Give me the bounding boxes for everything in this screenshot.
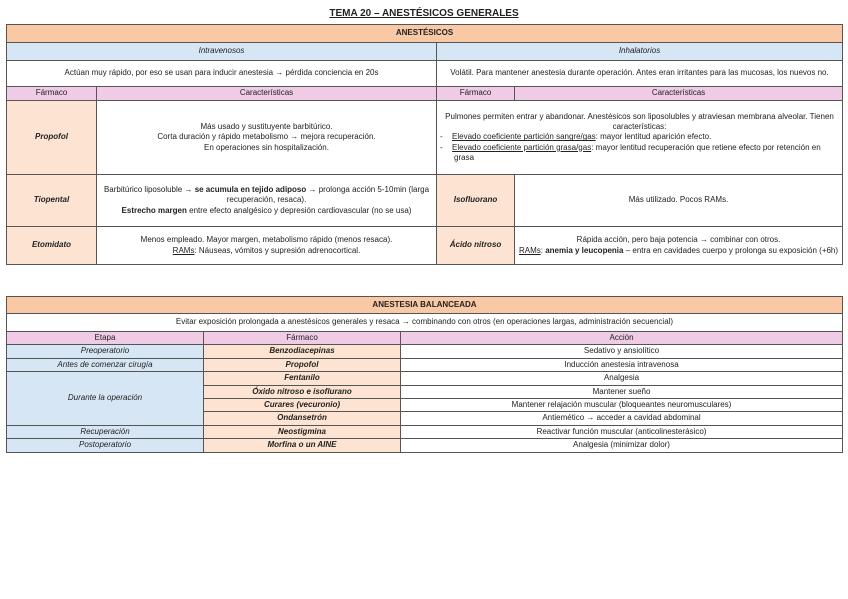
tiopental-bold: se acumula en tejido adiposo: [194, 184, 307, 194]
drug-propofol: Propofol: [7, 101, 97, 175]
farmaco-cell: Benzodiacepinas: [204, 345, 401, 358]
farmaco-cell: Fentanilo: [204, 372, 401, 385]
tiopental-characteristics: [97, 175, 437, 227]
col-header-caracteristicas-inh: Características: [515, 87, 843, 101]
accion-cell: Mantener relajación muscular (bloqueantes neuromusculares): [401, 398, 843, 411]
oxido-nitroso-characteristics: [515, 227, 843, 265]
table-row: [7, 372, 843, 385]
etomidato-line-2: [100, 246, 433, 256]
intravenosos-description: Actúan muy rápido, por eso se usan para inducir anestesia → pérdida conciencia en 20s: [7, 61, 437, 87]
anestesicos-table: [6, 24, 843, 265]
bullet-text: : mayor lentitud aparición efecto.: [595, 132, 712, 142]
drug-tiopental: Tiopental: [7, 175, 97, 227]
intravenosos-header: Intravenosos: [7, 43, 437, 61]
inhalatorios-general: [437, 101, 843, 175]
anestesicos-header: ANESTÉSICOS: [7, 25, 843, 43]
inhalatorios-bullet: [454, 132, 839, 142]
accion-cell: Reactivar función muscular (anticolinesterásico): [401, 425, 843, 438]
isofluorano-characteristics: Más utilizado. Pocos RAMs.: [515, 175, 843, 227]
inhalatorios-intro: Pulmones permiten entrar y abandonar. Anestésicos son liposolubles y atraviesan membrana alveolar. Tienen características:: [445, 111, 834, 131]
tiopental-text: entre efecto analgésico y depresión cardiovascular (no se usa): [186, 205, 412, 215]
farmaco-cell: Propofol: [204, 358, 401, 371]
bullet-term: Elevado coeficiente partición sangre/gas: [452, 132, 596, 142]
rams-label: RAMs: [172, 245, 195, 255]
col-header-caracteristicas-iv: Características: [97, 87, 437, 101]
oxido-rest: – entra en cavidades cuerpo y prolonga su exposición (+6h): [623, 245, 839, 255]
propofol-line-2: Corta duración y rápido metabolismo → mejora recuperación.: [157, 132, 376, 142]
accion-cell: Sedativo y ansiolítico: [401, 345, 843, 358]
etomidato-characteristics: [97, 227, 437, 265]
rams-label: RAMs: [518, 245, 541, 255]
farmaco-cell: Neostigmina: [204, 425, 401, 438]
oxido-bold: anemia y leucopenia: [545, 245, 624, 255]
oxido-colon: :: [540, 245, 546, 255]
oxido-line-2: [518, 246, 839, 256]
inhalatorios-bullet: [454, 143, 839, 164]
table-row: [7, 345, 843, 358]
propofol-line-3: En operaciones sin hospitalización.: [204, 142, 329, 152]
propofol-line-1: Más usado y sustituyente barbitúrico.: [200, 121, 333, 131]
farmaco-cell: Curares (vecuronio): [204, 398, 401, 411]
etapa-cell: Durante la operación: [7, 372, 204, 426]
etomidato-line-1: Menos empleado. Mayor margen, metabolismo rápido (menos resaca).: [140, 235, 393, 245]
etapa-cell: Antes de comenzar cirugía: [7, 358, 204, 371]
accion-cell: Mantener sueño: [401, 385, 843, 398]
drug-etomidato: Etomidato: [7, 227, 97, 265]
table-row: [7, 425, 843, 438]
inhalatorios-bullets: [440, 132, 839, 163]
etapa-cell: Preoperatorio: [7, 345, 204, 358]
col-header-etapa: Etapa: [7, 332, 204, 345]
table-row: [7, 358, 843, 371]
page-title: TEMA 20 – ANESTÉSICOS GENERALES: [329, 8, 519, 19]
table-row: [7, 439, 843, 452]
tiopental-text: → prolonga acción 5-10min (larga recuperación, resaca).: [226, 184, 430, 205]
inhalatorios-header: Inhalatorios: [437, 43, 843, 61]
col-header-accion: Acción: [401, 332, 843, 345]
balanceada-table: [6, 296, 843, 453]
balanceada-description: Evitar exposición prolongada a anestésicos generales y resaca → combinando con otros (en operaciones largas, administración secuencial): [7, 314, 843, 332]
etapa-cell: Postoperatorio: [7, 439, 204, 452]
col-header-farmaco: Fármaco: [204, 332, 401, 345]
bullet-term: Elevado coeficiente partición grasa/gas: [452, 142, 592, 152]
propofol-characteristics: [97, 101, 437, 175]
drug-oxido-nitroso: Ácido nitroso: [437, 227, 515, 265]
accion-cell: Inducción anestesia intravenosa: [401, 358, 843, 371]
farmaco-cell: Morfina o un AINE: [204, 439, 401, 452]
tiopental-bold: Estrecho margen: [121, 205, 187, 215]
drug-isofluorano: Isofluorano: [437, 175, 515, 227]
accion-cell: Analgesia (minimizar dolor): [401, 439, 843, 452]
balanceada-header: ANESTESIA BALANCEADA: [7, 297, 843, 314]
farmaco-cell: Ondansetrón: [204, 412, 401, 425]
tiopental-text: Barbitúrico liposoluble →: [103, 184, 195, 194]
inhalatorios-description: Volátil. Para mantener anestesia durante operación. Antes eran irritantes para las mucosas, los nuevos no.: [437, 61, 843, 87]
col-header-farmaco-inh: Fármaco: [437, 87, 515, 101]
bullet-text: : mayor lentitud recuperación que retiene efecto por retención en grasa: [454, 142, 821, 163]
farmaco-cell: Óxido nitroso e isoflurano: [204, 385, 401, 398]
accion-cell: Analgesia: [401, 372, 843, 385]
etomidato-rams-text: : Náuseas, vómitos y supresión adrenocortical.: [194, 245, 361, 255]
accion-cell: Antiemético → acceder a cavidad abdominal: [401, 412, 843, 425]
col-header-farmaco-iv: Fármaco: [7, 87, 97, 101]
etapa-cell: Recuperación: [7, 425, 204, 438]
oxido-line-1: Rápida acción, pero baja potencia → combinar con otros.: [576, 235, 781, 245]
